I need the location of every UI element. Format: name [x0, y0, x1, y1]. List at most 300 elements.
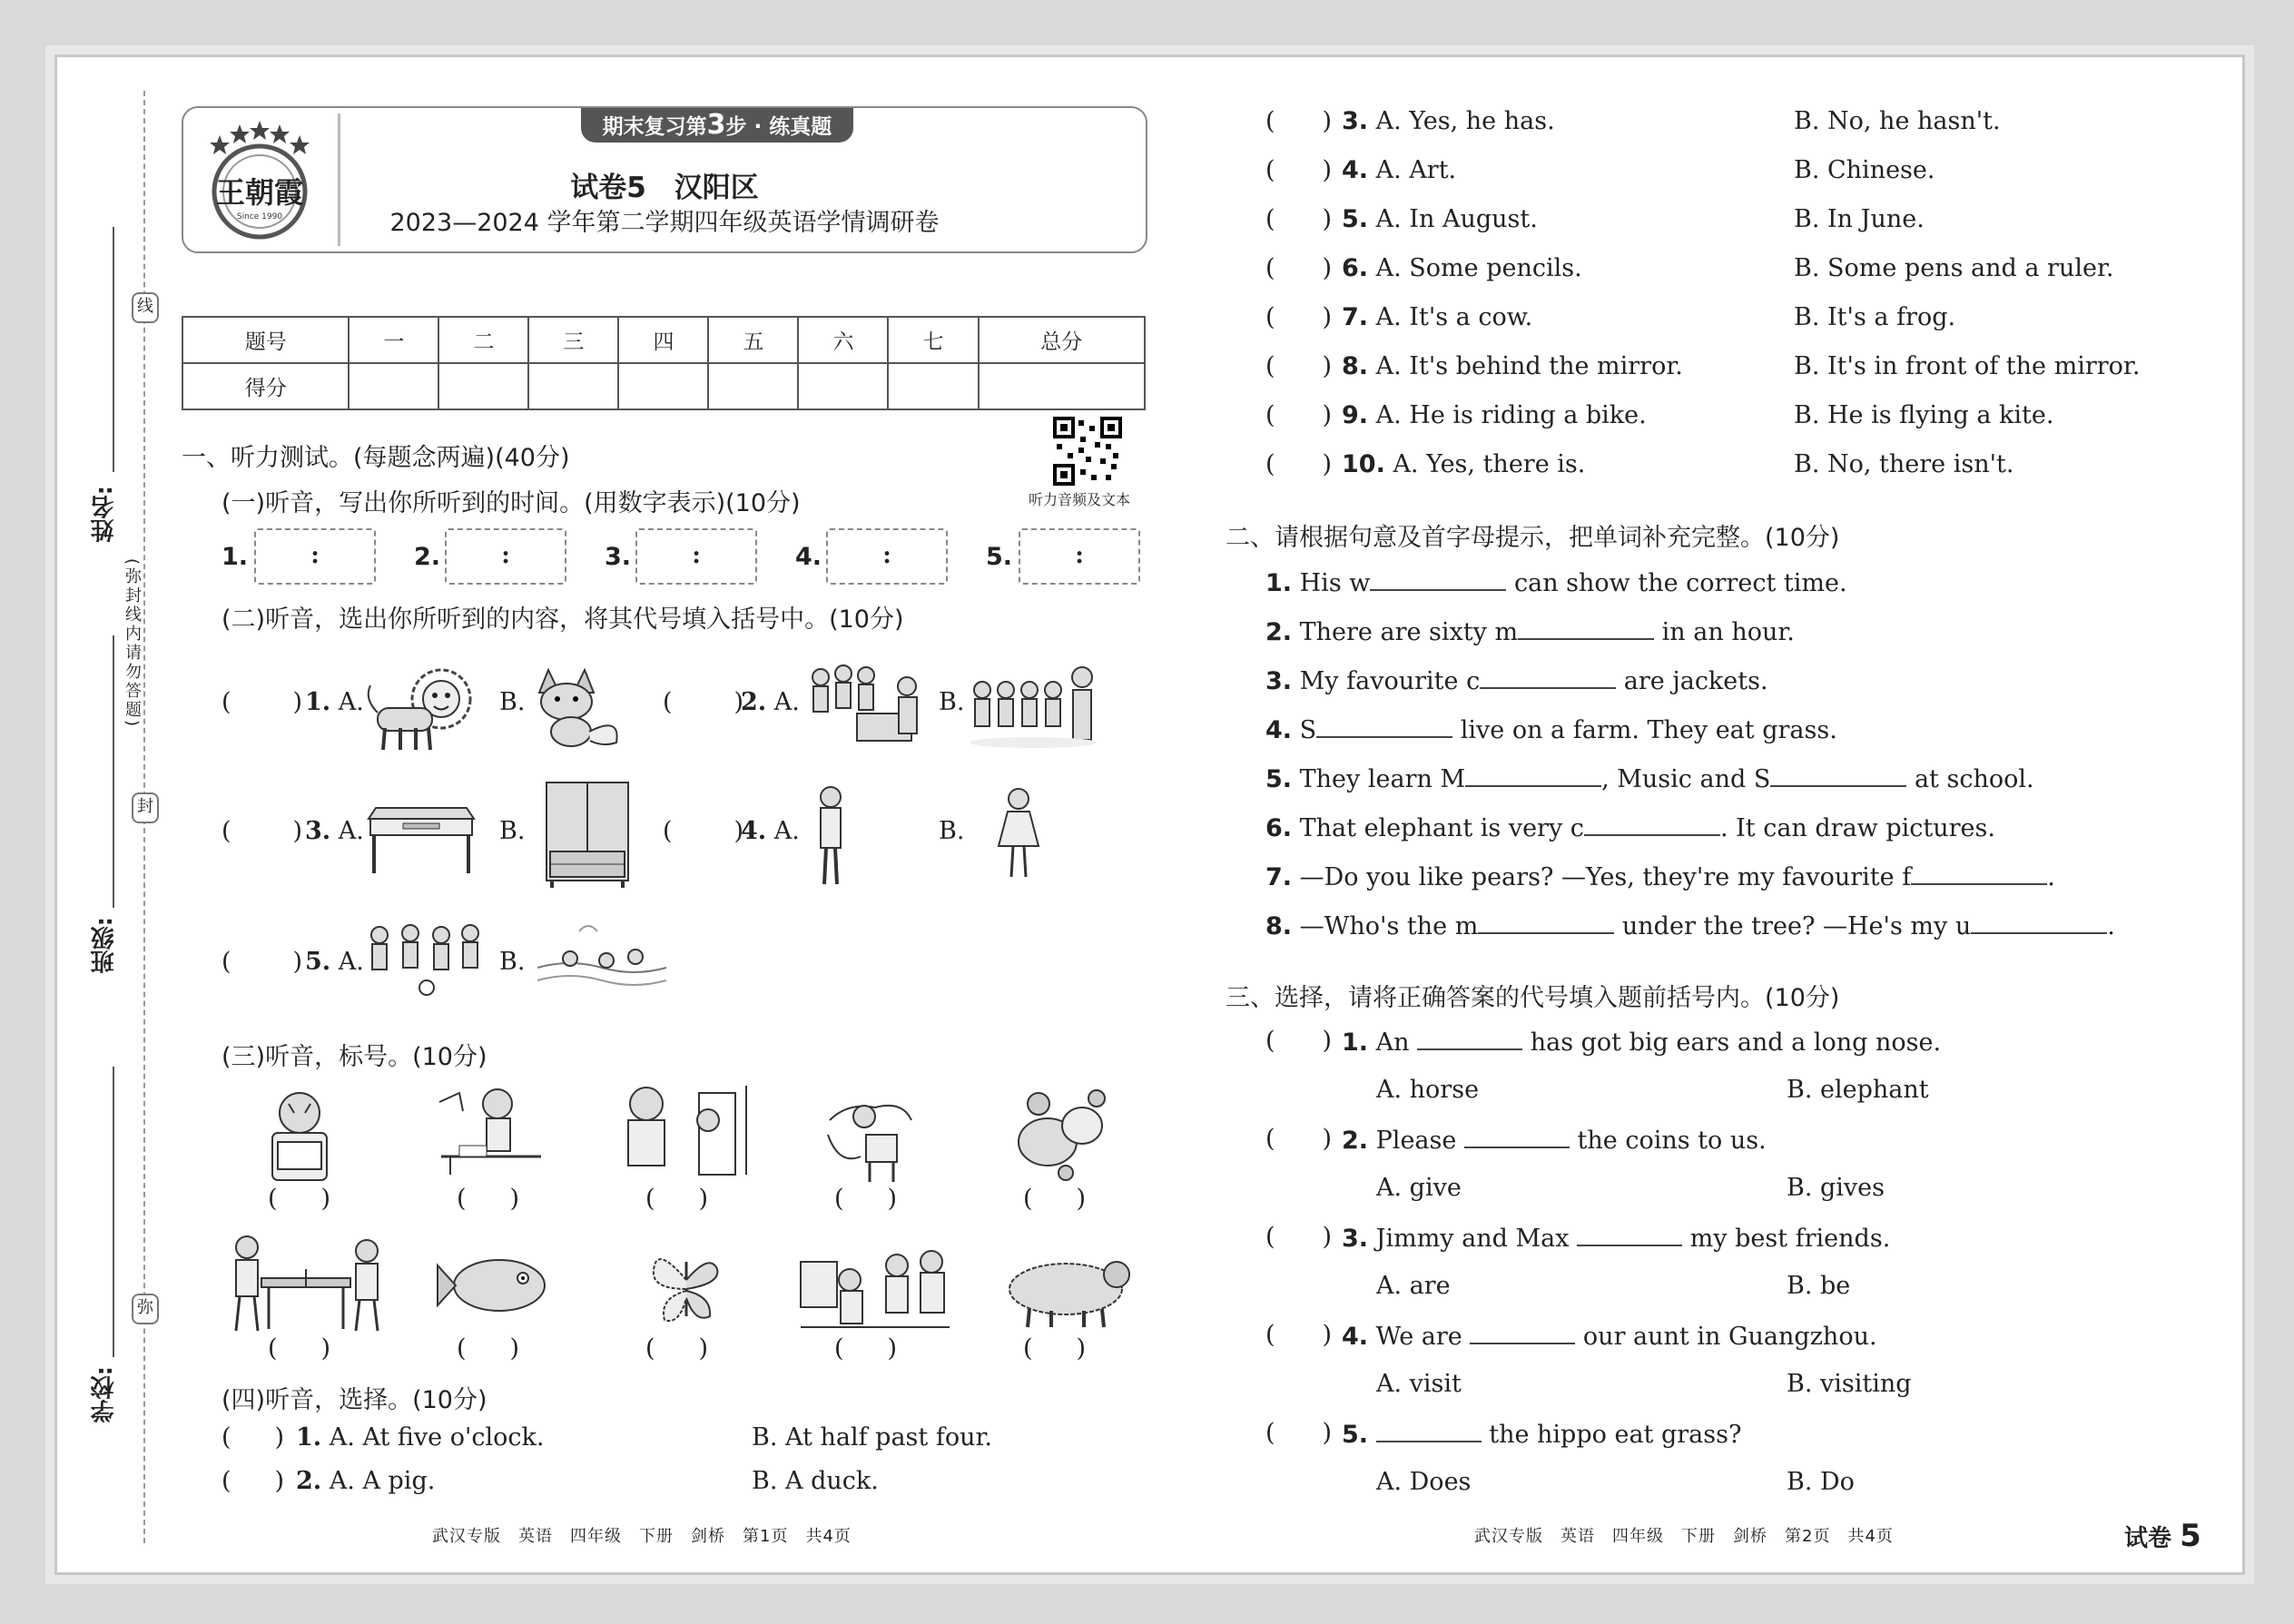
q-num-text: 3.	[1342, 1225, 1369, 1253]
fill-text: —Who's the m	[1299, 912, 1479, 940]
score-cell: 二	[438, 317, 528, 363]
playing-football-picture	[363, 922, 490, 1000]
paren-close: )	[292, 948, 303, 976]
score-input[interactable]	[438, 363, 528, 409]
paper-number-badge	[2124, 1518, 2201, 1554]
fill-blank[interactable]	[1316, 714, 1452, 738]
stem-text: the coins to us.	[1577, 1127, 1767, 1155]
option-a: A. A pig.	[329, 1467, 436, 1495]
mc-stem	[1342, 1321, 1877, 1351]
number-paren[interactable]	[834, 1185, 897, 1213]
fill-blank[interactable]	[1911, 861, 2047, 885]
fill-text: under the tree? —He's my u	[1621, 912, 1972, 940]
paren-close: )	[320, 1334, 331, 1363]
q-num-text: 3.	[305, 817, 331, 845]
option-b: B. In June.	[1794, 205, 1925, 233]
option-a: A. Art.	[1375, 156, 1457, 184]
stem-text: my best friends.	[1689, 1225, 1891, 1253]
time-answer-box[interactable]	[635, 528, 757, 585]
q-num	[1342, 303, 1532, 331]
answer-paren[interactable]	[1265, 1321, 1332, 1349]
paren-open: (	[1265, 1125, 1275, 1153]
banner-suffix: 步 · 练真题	[725, 115, 832, 139]
paren-close: )	[698, 1185, 709, 1213]
paren-close: )	[1322, 450, 1333, 478]
q-num-text: 6.	[1342, 254, 1369, 282]
fill-blank[interactable]	[1971, 910, 2107, 934]
q-num-text: 7.	[1265, 863, 1293, 891]
number-paren[interactable]	[1023, 1185, 1086, 1213]
score-input[interactable]	[979, 363, 1146, 409]
paren-open: (	[645, 1334, 655, 1363]
fill-text: in an hour.	[1661, 618, 1795, 646]
fill-text: My favourite c	[1299, 667, 1481, 695]
fill-text: There are sixty m	[1299, 618, 1519, 646]
name-label: 姓名:	[91, 486, 118, 543]
right-footer: 武汉专版 英语 四年级 下册 剑桥 第2页 共4页	[1474, 1527, 1894, 1546]
number-paren[interactable]	[457, 1334, 519, 1363]
girl-chair-picture	[821, 1084, 921, 1184]
option-a: A. Some pencils.	[1375, 254, 1582, 282]
option-b: B.	[939, 817, 965, 845]
paren-close: )	[1076, 1334, 1087, 1363]
paren-open: (	[222, 817, 231, 845]
stem-text: We are	[1375, 1323, 1462, 1351]
score-cell: 总分	[979, 317, 1146, 363]
q-num	[1342, 254, 1582, 282]
q-num-text: 5.	[1342, 1421, 1369, 1449]
answer-paren[interactable]	[1265, 107, 1332, 135]
paren-close: )	[1322, 107, 1333, 135]
option-a: A. In August.	[1375, 205, 1538, 233]
paren-open: (	[1265, 352, 1275, 380]
number-paren[interactable]	[268, 1334, 330, 1363]
paren-open: (	[1265, 401, 1275, 429]
q-num-text: 8.	[1342, 352, 1369, 380]
time-num: 1.	[222, 543, 249, 571]
q-num-text: 4.	[741, 817, 767, 845]
score-cell: 四	[618, 317, 708, 363]
paren-open: (	[268, 1185, 278, 1213]
paren-close: )	[1322, 352, 1333, 380]
fill-text: . It can draw pictures.	[1719, 814, 1995, 842]
option-a: A. At five o'clock.	[329, 1423, 545, 1452]
option-a[interactable]: A. give	[1376, 1174, 1462, 1202]
q-num	[305, 948, 364, 976]
paren-close: )	[1322, 205, 1333, 233]
paren-open: (	[1265, 205, 1275, 233]
q-num-text: 2.	[296, 1467, 322, 1495]
paren-open: (	[1023, 1334, 1033, 1363]
paren-close: )	[274, 1423, 285, 1452]
time-num: 5.	[986, 543, 1013, 571]
option-a: A.	[338, 948, 364, 976]
option-b: B.	[499, 948, 526, 976]
q-num-text: 3.	[1265, 667, 1293, 695]
option-b: B. A duck.	[752, 1467, 879, 1495]
q-num-text: 3.	[1342, 107, 1369, 135]
colon: :	[310, 542, 320, 569]
fill-text: —Do you like pears? —Yes, they're my favourite f	[1299, 863, 1912, 891]
number-paren[interactable]	[645, 1334, 708, 1363]
paren-close: )	[733, 817, 744, 845]
q-num-text: 5.	[305, 948, 331, 976]
paren-close: )	[1076, 1185, 1087, 1213]
option-b: B. It's in front of the mirror.	[1794, 352, 2141, 380]
answer-paren[interactable]	[222, 817, 302, 845]
option-b: B. No, he hasn't.	[1794, 107, 2001, 135]
q-num-text: 4.	[1342, 1323, 1369, 1351]
paper-number: 5	[2180, 1518, 2201, 1554]
option-b: B.	[499, 817, 526, 845]
q-num	[741, 688, 800, 716]
fill-item-3	[1265, 665, 1768, 695]
paren-close: )	[292, 688, 303, 716]
mc-blank[interactable]	[1470, 1321, 1575, 1344]
paren-open: (	[663, 688, 673, 716]
fill-item-1	[1265, 567, 1847, 597]
q-num-text: 5.	[1342, 205, 1369, 233]
paper-title: 试卷5 汉阳区	[570, 172, 759, 204]
option-b: B. Some pens and a ruler.	[1794, 254, 2114, 282]
paper-subtitle: 2023—2024 学年第二学期四年级英语学情调研卷	[389, 209, 940, 237]
seal-xian: 线	[132, 292, 159, 323]
paper-label: 试卷	[2124, 1525, 2172, 1552]
fill-blank[interactable]	[1584, 812, 1720, 836]
time-answer-box[interactable]	[445, 528, 566, 585]
fill-item-7	[1265, 861, 2055, 891]
answer-paren[interactable]	[1265, 303, 1332, 331]
answer-paren[interactable]	[663, 688, 743, 716]
score-cell: 一	[349, 317, 438, 363]
option-a: A. It's a cow.	[1375, 303, 1533, 331]
score-input[interactable]	[798, 363, 888, 409]
class-line	[113, 635, 114, 908]
q-num-text: 1.	[1342, 1029, 1369, 1057]
option-a: A. It's behind the mirror.	[1375, 352, 1683, 380]
butterfly-picture	[646, 1244, 726, 1333]
answer-paren[interactable]	[222, 948, 302, 976]
option-a[interactable]: A. Does	[1376, 1468, 1472, 1496]
time-num: 4.	[795, 543, 822, 571]
family-door-picture	[601, 1080, 764, 1178]
fill-text: , Music and S	[1601, 765, 1771, 793]
option-a: A. Yes, there is.	[1393, 450, 1586, 478]
animals-group-picture	[1011, 1086, 1111, 1184]
answer-paren[interactable]	[1265, 205, 1332, 233]
paren-open: (	[222, 1423, 231, 1452]
paren-open: (	[645, 1185, 655, 1213]
score-cell: 题号	[182, 317, 349, 363]
short-girl-picture	[991, 786, 1046, 881]
answer-paren[interactable]	[1265, 254, 1332, 282]
score-cell: 六	[798, 317, 888, 363]
fill-blank[interactable]	[1478, 910, 1614, 934]
stem-text: An	[1375, 1029, 1410, 1057]
option-a: A.	[773, 817, 800, 845]
option-b[interactable]: B. Do	[1787, 1468, 1855, 1496]
part3-title: (三)听音，标号。(10分)	[222, 1043, 487, 1071]
fill-text: They learn M	[1299, 765, 1466, 793]
option-a[interactable]: A. horse	[1376, 1076, 1480, 1104]
fill-blank[interactable]	[1480, 665, 1616, 689]
paren-close: )	[274, 1467, 285, 1495]
score-input[interactable]	[528, 363, 618, 409]
paren-close: )	[1322, 156, 1333, 184]
fill-text: S	[1299, 716, 1317, 744]
students-picture	[802, 659, 930, 750]
option-a: A.	[338, 817, 364, 845]
lion-picture	[359, 663, 482, 753]
fill-text: can show the correct time.	[1513, 569, 1847, 597]
score-header-row	[182, 317, 1145, 363]
score-input[interactable]	[888, 363, 978, 409]
answer-paren[interactable]	[1265, 1027, 1332, 1055]
q-num	[296, 1467, 435, 1495]
children-picture	[970, 663, 1106, 753]
mc-blank[interactable]	[1417, 1027, 1522, 1050]
fill-blank[interactable]	[1770, 763, 1906, 787]
time-num: 2.	[414, 543, 441, 571]
header-box	[182, 106, 1147, 253]
score-cell: 七	[888, 317, 978, 363]
fill-text: His w	[1299, 569, 1371, 597]
fill-blank[interactable]	[1465, 763, 1601, 787]
paren-open: (	[222, 688, 231, 716]
option-a[interactable]: A. visit	[1376, 1370, 1462, 1398]
tiger-reading-picture	[256, 1086, 343, 1186]
option-b: B.	[499, 688, 526, 716]
time-answer-box[interactable]	[254, 528, 376, 585]
fill-text: at school.	[1914, 765, 2034, 793]
paren-open: (	[834, 1185, 844, 1213]
mc-blank[interactable]	[1577, 1223, 1682, 1246]
paren-close: )	[1322, 1419, 1333, 1447]
paren-open: (	[457, 1334, 467, 1363]
score-cell: 三	[528, 317, 618, 363]
answer-paren[interactable]	[1265, 156, 1332, 184]
ping-pong-picture	[222, 1233, 390, 1334]
option-b[interactable]: B. visiting	[1787, 1370, 1912, 1398]
score-table	[182, 316, 1146, 410]
answer-paren[interactable]	[222, 1467, 284, 1495]
option-a[interactable]: A. are	[1376, 1272, 1451, 1300]
fill-text: .	[2047, 863, 2055, 891]
option-b: B. It's a frog.	[1794, 303, 1956, 331]
option-b[interactable]: B. be	[1787, 1272, 1851, 1300]
score-input[interactable]	[349, 363, 438, 409]
q-num	[305, 817, 364, 845]
option-a: A.	[773, 688, 800, 716]
option-b: B. Chinese.	[1794, 156, 1935, 184]
fill-blank[interactable]	[1370, 567, 1506, 591]
seal-feng: 封	[132, 792, 159, 823]
paren-close: )	[1322, 401, 1333, 429]
paren-open: (	[1265, 450, 1275, 478]
option-a: A.	[338, 688, 364, 716]
colon: :	[1075, 542, 1084, 569]
q-num-text: 5.	[1265, 765, 1293, 793]
fill-item-6	[1265, 812, 1995, 842]
paren-open: (	[1265, 254, 1275, 282]
section1-title: 一、听力测试。(每题念两遍)(40分)	[182, 444, 570, 472]
paren-close: )	[320, 1185, 331, 1213]
name-line	[113, 227, 114, 472]
paren-close: )	[509, 1334, 520, 1363]
paren-close: )	[698, 1334, 709, 1363]
tall-girl-picture	[808, 784, 853, 888]
paren-close: )	[887, 1185, 898, 1213]
time-num: 3.	[605, 543, 632, 571]
q-num-text: 1.	[296, 1423, 322, 1452]
fill-text: .	[2107, 912, 2115, 940]
paren-close: )	[1322, 254, 1333, 282]
fill-text: live on a farm. They eat grass.	[1460, 716, 1837, 744]
fish-picture	[436, 1251, 552, 1320]
mc-stem	[1342, 1419, 1741, 1449]
q-num-text: 7.	[1342, 303, 1369, 331]
answer-paren[interactable]	[222, 1423, 284, 1452]
number-paren[interactable]	[1023, 1334, 1086, 1363]
fill-text: That elephant is very c	[1299, 814, 1584, 842]
q-num-text: 4.	[1265, 716, 1293, 744]
left-footer: 武汉专版 英语 四年级 下册 剑桥 第1页 共4页	[432, 1527, 852, 1546]
q-num	[1342, 352, 1683, 380]
stem-text: our aunt in Guangzhou.	[1582, 1323, 1877, 1351]
paren-close: )	[1322, 1321, 1333, 1349]
fill-item-8	[1265, 910, 2115, 940]
answer-paren[interactable]	[1265, 401, 1332, 429]
q-num-text: 1.	[305, 688, 331, 716]
paren-open: (	[1265, 1321, 1275, 1349]
q-num-text: 4.	[1342, 156, 1369, 184]
q-num	[1342, 401, 1647, 429]
q-num-text: 8.	[1265, 912, 1293, 940]
banner-step: 3	[706, 109, 726, 141]
answer-paren[interactable]	[1265, 450, 1332, 478]
banner-prefix: 期末复习第	[602, 115, 707, 139]
q-num	[1342, 205, 1538, 233]
paren-open: (	[1265, 1223, 1275, 1251]
q-num-text: 1.	[1265, 569, 1293, 597]
mc-stem	[1342, 1223, 1890, 1253]
score-input[interactable]	[708, 363, 798, 409]
paren-open: (	[1265, 107, 1275, 135]
option-a: A. Yes, he has.	[1375, 107, 1555, 135]
time-answer-box[interactable]	[826, 528, 948, 585]
answer-paren[interactable]	[1265, 1125, 1332, 1153]
number-paren[interactable]	[268, 1185, 330, 1213]
mc-blank[interactable]	[1464, 1125, 1570, 1148]
paren-open: (	[834, 1334, 844, 1363]
q-num	[1342, 156, 1456, 184]
paren-close: )	[1322, 1027, 1333, 1055]
section3-title: 三、选择，请将正确答案的代号填入题前括号内。(10分)	[1226, 984, 1840, 1012]
stem-text: the hippo eat grass?	[1489, 1421, 1742, 1449]
option-b: B. He is flying a kite.	[1794, 401, 2054, 429]
part2-title: (二)听音，选出你所听到的内容，将其代号填入括号中。(10分)	[222, 605, 904, 634]
paren-open: (	[1265, 156, 1275, 184]
mc-stem	[1342, 1125, 1767, 1155]
q-num	[305, 688, 364, 716]
section2-title: 二、请根据句意及首字母提示，把单词补充完整。(10分)	[1226, 524, 1840, 552]
q-num	[741, 817, 800, 845]
boy-homework-picture	[432, 1084, 550, 1178]
school-label: 学校:	[91, 1366, 118, 1423]
q-num	[296, 1423, 544, 1452]
option-b[interactable]: B. elephant	[1787, 1076, 1929, 1104]
colon: :	[692, 542, 701, 569]
fill-blank[interactable]	[1518, 616, 1654, 640]
wardrobe-picture	[543, 779, 634, 890]
q-num-text: 2.	[1342, 1127, 1369, 1155]
answer-paren[interactable]	[1265, 1419, 1332, 1447]
qr-code-icon[interactable]	[1053, 417, 1122, 486]
part4-title: (四)听音，选择。(10分)	[222, 1386, 487, 1414]
class-label: 班级:	[91, 917, 118, 974]
fox-picture	[530, 661, 630, 752]
paren-open: (	[1265, 1027, 1275, 1055]
q-num	[1342, 450, 1585, 478]
logo-since: Since 1990	[236, 212, 283, 221]
answer-paren[interactable]	[222, 688, 302, 716]
paren-open: (	[1265, 1419, 1275, 1447]
q-num-text: 2.	[741, 688, 767, 716]
number-paren[interactable]	[457, 1185, 519, 1213]
number-paren[interactable]	[834, 1334, 897, 1363]
logo-text: 王朝霞	[215, 175, 304, 210]
option-b: B. No, there isn't.	[1794, 450, 2014, 478]
answer-paren[interactable]	[1265, 1223, 1332, 1251]
paren-open: (	[1023, 1185, 1033, 1213]
q-num-text: 9.	[1342, 401, 1369, 429]
paren-close: )	[292, 817, 303, 845]
stem-text: has got big ears and a long nose.	[1530, 1029, 1942, 1057]
answer-paren[interactable]	[1265, 352, 1332, 380]
mc-blank[interactable]	[1376, 1419, 1482, 1442]
cow-picture	[993, 1245, 1138, 1329]
fill-item-4	[1265, 714, 1837, 744]
swimming-picture	[534, 913, 670, 1004]
score-cell: 五	[708, 317, 798, 363]
q-num-text: 10.	[1342, 450, 1385, 478]
paren-close: )	[1322, 303, 1333, 331]
score-input[interactable]	[618, 363, 708, 409]
q-num-text: 2.	[1265, 618, 1293, 646]
answer-paren[interactable]	[663, 817, 743, 845]
qr-caption: 听力音频及文本	[1029, 491, 1131, 508]
paren-close: )	[733, 688, 744, 716]
paren-close: )	[1322, 1223, 1333, 1251]
q-num-text: 6.	[1265, 814, 1293, 842]
option-b[interactable]: B. gives	[1787, 1174, 1885, 1202]
school-line	[113, 1067, 114, 1357]
paren-open: (	[222, 948, 231, 976]
fill-item-5	[1265, 763, 2034, 793]
number-paren[interactable]	[645, 1185, 708, 1213]
time-answer-box[interactable]	[1019, 528, 1140, 585]
paren-open: (	[663, 817, 673, 845]
option-a: A. He is riding a bike.	[1375, 401, 1647, 429]
colon: :	[882, 542, 891, 569]
seal-note: (弥封线内请勿答题)	[123, 558, 142, 730]
paren-open: (	[457, 1185, 467, 1213]
paren-close: )	[1322, 1125, 1333, 1153]
seal-mi: 弥	[132, 1294, 159, 1324]
mc-stem	[1342, 1027, 1941, 1057]
q-num	[1342, 107, 1555, 135]
score-label: 得分	[182, 363, 349, 409]
